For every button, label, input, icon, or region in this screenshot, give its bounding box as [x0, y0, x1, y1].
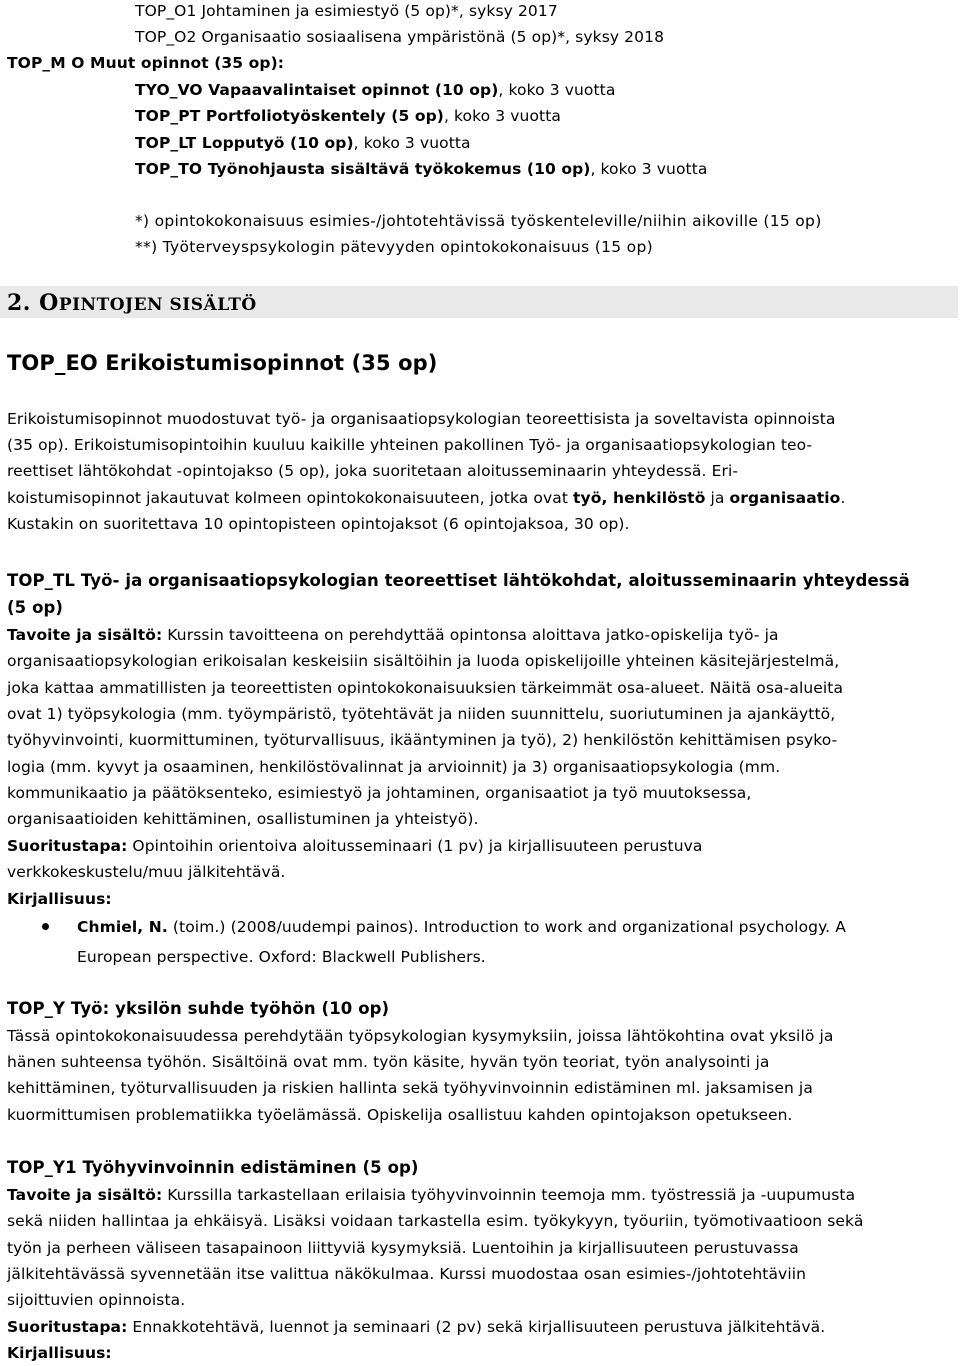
tl-literature-label: Kirjallisuus: — [7, 890, 112, 908]
tl-body-line: kommunikaatio ja päätöksenteko, esimiestyö ja johtaminen, organisaatiot ja työ muutoksessa, — [7, 784, 752, 802]
bullet-icon — [42, 923, 49, 930]
y1-method-text: Ennakkotehtävä, luennot ja seminaari (2 pv) sekä kirjallisuuteen perustuva jälkitehtävä. — [127, 1318, 826, 1336]
y1-body-line: työn ja perheen väliseen tasapainoon liittyviä kysymyksiä. Luentoihin ja kirjallisuuteen perustuvassa — [7, 1239, 799, 1257]
eo-heading: TOP_EO Erikoistumisopinnot (35 op) — [7, 351, 438, 375]
eo-paragraph-line: (35 op). Erikoistumisopintoihin kuuluu kaikille yhteinen pakollinen Työ- ja organisaatiopsykologian teo- — [7, 436, 813, 454]
other-studies-heading: TOP_M O Muut opinnot (35 op): — [7, 54, 285, 72]
tl-body-line: organisaatioiden kehittäminen, osallistuminen ja yhteistyö). — [7, 810, 479, 828]
section-heading — [7, 289, 257, 319]
eo-p4-text: koistumisopinnot jakautuvat kolmeen opintokokonaisuuteen, jotka ovat — [7, 489, 574, 507]
eo-p4-period: . — [840, 489, 846, 507]
tl-goal-label: Tavoite ja sisältö: — [7, 626, 163, 644]
y-body-line: Tässä opintokokonaisuudessa perehdytään työpsykologian kysymyksiin, joissa lähtökohtina ovat yksilö ja — [7, 1027, 834, 1045]
y1-body-line: sekä niiden hallintaa ja ehkäisyä. Lisäksi voidaan tarkastella esim. työkykyyn, työuriin, työmotivaatioon sekä — [7, 1212, 864, 1230]
tl-method-text: Opintoihin orientoiva aloitusseminaari (1 pv) ja kirjallisuuteen perustuva — [127, 837, 703, 855]
tl-method-line: verkkokeskustelu/muu jälkitehtävä. — [7, 863, 286, 881]
course-lt-title: TOP_LT Lopputyö (10 op) — [135, 134, 354, 152]
eo-p4-emphasis: organisaatio — [729, 489, 841, 507]
tl-body-line: ovat 1) työpsykologia (mm. työympäristö, työtehtävät ja niiden suunnittelu, suoriutuminen ja ajankäyttö, — [7, 705, 836, 723]
section-title-rest: PINTOJEN SISÄLTÖ — [58, 295, 257, 315]
y1-method-line — [7, 1314, 825, 1340]
tl-literature-author: Chmiel, N. — [77, 918, 168, 936]
tl-body-line: työhyvinvointi, kuormittuminen, työturvallisuus, ikääntyminen ja työ), 2) henkilöstön kehittämisen psyko- — [7, 731, 838, 749]
tl-body-line: joka kattaa ammatillisten ja teoreettisten opintokokonaisuuksien tärkeimmät osa-alueet. Näitä osa-alueita — [7, 679, 844, 697]
footnote-double: **) Työterveyspsykologin pätevyyden opintokokonaisuus (15 op) — [135, 238, 653, 256]
eo-paragraph-line: Erikoistumisopinnot muodostuvat työ- ja organisaatiopsykologian teoreettisista ja soveltavista opinnoista — [7, 410, 836, 428]
eo-paragraph-line: reettiset lähtökohdat -opintojakso (5 op), joka suoritetaan aloitusseminaarin yhteydessä. Eri- — [7, 462, 739, 480]
course-pt — [135, 103, 561, 129]
eo-p4-connector: ja — [705, 489, 730, 507]
eo-paragraph-line: Kustakin on suoritettava 10 opintopisteen opintojaksot (6 opintojaksoa, 30 op). — [7, 515, 630, 533]
course-vo-timing: , koko 3 vuotta — [498, 81, 616, 99]
y1-goal-line — [7, 1182, 855, 1208]
tl-goal-text: Kurssin tavoitteena on perehdyttää opintonsa aloittava jatko-opiskelija työ- ja — [162, 626, 779, 644]
footnote-single: *) opintokokonaisuus esimies-/johtotehtävissä työskenteleville/niihin aikoville (15 op) — [135, 212, 822, 230]
y-heading: TOP_Y Työ: yksilön suhde työhön (10 op) — [7, 999, 390, 1018]
course-lt — [135, 130, 471, 156]
y-body-line: kehittäminen, työturvallisuuden ja riskien hallinta sekä työhyvinvoinnin edistäminen ml. jaksamisen ja — [7, 1079, 813, 1097]
tl-goal-line — [7, 622, 779, 648]
course-pt-title: TOP_PT Portfoliotyöskentely (5 op) — [135, 107, 444, 125]
y1-goal-label: Tavoite ja sisältö: — [7, 1186, 163, 1204]
y1-method-label: Suoritustapa: — [7, 1318, 128, 1336]
y-body-line: kuormittumisen problematiikka työelämässä. Opiskelija osallistuu kahden opintojakson opetukseen. — [7, 1106, 793, 1124]
course-to-timing: , koko 3 vuotta — [590, 160, 708, 178]
tl-body-line: organisaatiopsykologian erikoisalan keskeisiin sisältöihin ja luoda opiskelijoille yhteinen käsitejärjestelmä, — [7, 652, 840, 670]
tl-heading: TOP_TL Työ- ja organisaatiopsykologian teoreettiset lähtökohdat, aloitusseminaarin yhteydessä — [7, 571, 910, 590]
eo-p4-emphasis: työ, henkilöstö — [573, 489, 706, 507]
y1-literature-label: Kirjallisuus: — [7, 1344, 112, 1362]
course-vo — [135, 77, 615, 103]
y1-goal-text: Kurssilla tarkastellaan erilaisia työhyvinvoinnin teemoja mm. työstressiä ja -uupumusta — [162, 1186, 856, 1204]
tl-method-line — [7, 833, 703, 859]
tl-body-line: logia (mm. kyvyt ja osaaminen, henkilöstövalinnat ja arvioinnit) ja 3) organisaatiopsykologia (mm. — [7, 758, 781, 776]
section-number: 2. — [7, 290, 31, 316]
section-title-initial: O — [39, 290, 59, 316]
course-lt-timing: , koko 3 vuotta — [353, 134, 471, 152]
y1-heading: TOP_Y1 Työhyvinvoinnin edistäminen (5 op) — [7, 1158, 419, 1177]
course-vo-title: TYO_VO Vapaavalintaiset opinnot (10 op) — [135, 81, 499, 99]
course-o2: TOP_O2 Organisaatio sosiaalisena ympäristönä (5 op)*, syksy 2018 — [135, 28, 665, 46]
tl-heading-cont: (5 op) — [7, 598, 64, 617]
tl-method-label: Suoritustapa: — [7, 837, 128, 855]
y1-body-line: sijoittuvien opinnoista. — [7, 1291, 186, 1309]
tl-literature-item — [77, 914, 846, 940]
tl-literature-item-cont: European perspective. Oxford: Blackwell Publishers. — [77, 948, 486, 966]
course-pt-timing: , koko 3 vuotta — [443, 107, 562, 125]
tl-literature-text: (toim.) (2008/uudempi painos). Introduction to work and organizational psychology. A — [167, 918, 846, 936]
course-o1: TOP_O1 Johtaminen ja esimiestyö (5 op)*, syksy 2017 — [135, 2, 558, 20]
y-body-line: hänen suhteensa työhön. Sisältöinä ovat mm. työn käsite, hyvän työn teoriat, työn analysointi ja — [7, 1053, 770, 1071]
y1-body-line: jälkitehtävässä syvennetään itse valittua näkökulmaa. Kurssi muodostaa osan esimies-/johtotehtäviin — [7, 1265, 807, 1283]
eo-paragraph-line — [7, 485, 845, 511]
course-to — [135, 156, 708, 182]
course-to-title: TOP_TO Työnohjausta sisältävä työkokemus (10 op) — [135, 160, 591, 178]
